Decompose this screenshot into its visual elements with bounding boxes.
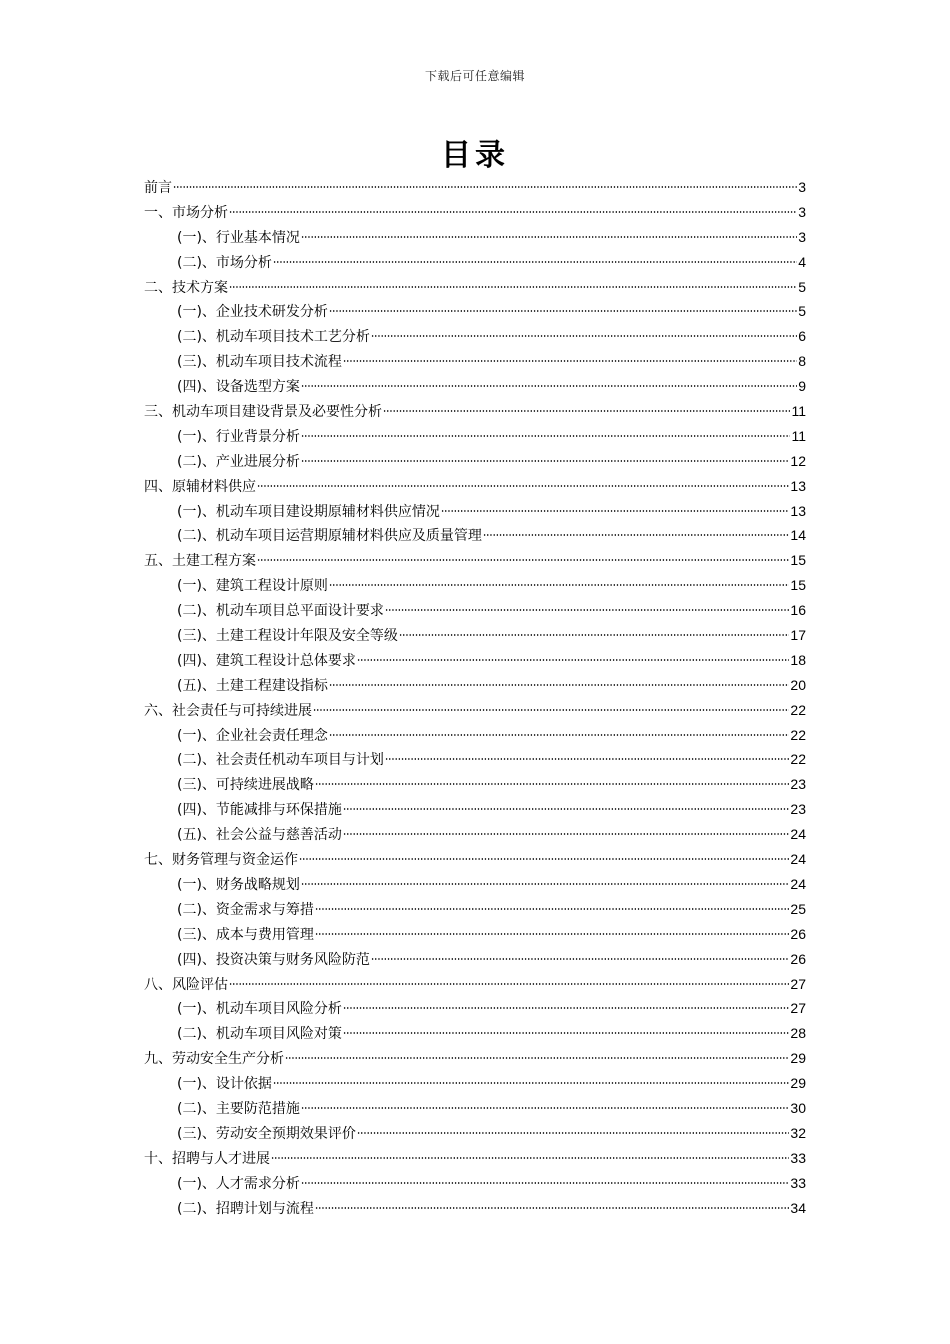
toc-entry[interactable] — [144, 299, 806, 324]
toc-entry[interactable] — [144, 922, 806, 947]
dot-leader — [273, 1082, 789, 1084]
dot-leader — [273, 261, 797, 263]
toc-entry[interactable] — [144, 772, 806, 797]
toc-entry-label: 四、原辅材料供应 — [144, 478, 256, 495]
toc-entry-page-number: 29 — [790, 1050, 806, 1067]
toc-entry[interactable] — [144, 200, 806, 225]
toc-entry-page-number: 8 — [798, 353, 806, 370]
toc-entry-label: (一)、企业技术研发分析 — [177, 304, 328, 321]
dot-leader — [315, 933, 789, 935]
toc-entry[interactable] — [144, 996, 806, 1021]
toc-entry-page-number: 23 — [790, 801, 806, 818]
toc-entry-label: (二)、主要防范措施 — [177, 1100, 300, 1117]
toc-entry-label: (一)、机动车项目风险分析 — [177, 1001, 342, 1018]
toc-entry[interactable] — [144, 698, 806, 723]
toc-entry-page-number: 6 — [798, 328, 806, 345]
toc-entry-page-number: 5 — [798, 303, 806, 320]
dot-leader — [343, 1032, 789, 1034]
toc-entry[interactable] — [144, 250, 806, 275]
toc-entry-page-number: 5 — [798, 278, 806, 295]
toc-entry[interactable] — [144, 573, 806, 598]
toc-entry[interactable] — [144, 225, 806, 250]
toc-entry[interactable] — [144, 822, 806, 847]
dot-leader — [301, 460, 789, 462]
dot-leader — [371, 958, 789, 960]
dot-leader — [299, 858, 789, 860]
toc-entry[interactable] — [144, 648, 806, 673]
dot-leader — [257, 485, 789, 487]
toc-entry-page-number: 15 — [790, 552, 806, 569]
toc-entry-page-number: 12 — [790, 452, 806, 469]
dot-leader — [285, 1057, 789, 1059]
toc-entry-page-number: 15 — [790, 577, 806, 594]
dot-leader — [399, 634, 789, 636]
toc-entry-page-number: 11 — [791, 403, 806, 420]
toc-entry-label: (二)、招聘计划与流程 — [177, 1200, 314, 1217]
dot-leader — [357, 659, 789, 661]
toc-entry-page-number: 22 — [790, 701, 806, 718]
toc-entry-page-number: 3 — [798, 228, 806, 245]
toc-entry[interactable] — [144, 972, 806, 997]
toc-entry-label: 三、机动车项目建设背景及必要性分析 — [144, 404, 382, 421]
table-of-contents — [144, 175, 806, 1220]
toc-entry[interactable] — [144, 1196, 806, 1221]
toc-entry-label: (五)、土建工程建设指标 — [177, 677, 328, 694]
dot-leader — [301, 883, 789, 885]
dot-leader — [343, 808, 789, 810]
toc-entry-label: (三)、土建工程设计年限及安全等级 — [177, 628, 398, 645]
toc-entry-label: 七、财务管理与资金运作 — [144, 852, 298, 869]
dot-leader — [329, 584, 789, 586]
header-note: 下载后可任意编辑 — [424, 69, 525, 83]
toc-entry[interactable] — [144, 1121, 806, 1146]
toc-entry-page-number: 3 — [798, 203, 806, 220]
dot-leader — [257, 559, 789, 561]
dot-leader — [301, 435, 791, 437]
toc-entry-page-number: 24 — [790, 875, 806, 892]
dot-leader — [229, 983, 789, 985]
toc-entry-page-number: 22 — [790, 751, 806, 768]
toc-entry-label: (二)、机动车项目运营期原辅材料供应及质量管理 — [177, 528, 482, 545]
toc-entry-page-number: 11 — [791, 427, 806, 444]
toc-entry-page-number: 26 — [790, 950, 806, 967]
toc-entry-page-number: 33 — [790, 1174, 806, 1191]
toc-entry-label: (四)、建筑工程设计总体要求 — [177, 652, 356, 669]
toc-entry-page-number: 32 — [790, 1124, 806, 1141]
toc-entry-page-number: 33 — [790, 1149, 806, 1166]
toc-entry-label: (三)、可持续进展战略 — [177, 777, 314, 794]
toc-entry-page-number: 22 — [790, 726, 806, 743]
toc-entry[interactable] — [144, 872, 806, 897]
toc-entry-label: (三)、劳动安全预期效果评价 — [177, 1125, 356, 1142]
toc-entry[interactable] — [144, 175, 806, 200]
toc-entry[interactable] — [144, 623, 806, 648]
toc-entry-label: (四)、投资决策与财务风险防范 — [177, 951, 370, 968]
dot-leader — [329, 310, 797, 312]
toc-entry[interactable] — [144, 474, 806, 499]
toc-entry-label: (四)、设备选型方案 — [177, 379, 300, 396]
toc-entry-label: (一)、设计依据 — [177, 1076, 272, 1093]
dot-leader — [385, 609, 789, 611]
dot-leader — [383, 410, 790, 412]
toc-entry-label: (一)、企业社会责任理念 — [177, 727, 328, 744]
dot-leader — [343, 833, 789, 835]
toc-entry-label: (二)、机动车项目总平面设计要求 — [177, 603, 384, 620]
toc-entry[interactable] — [144, 1146, 806, 1171]
toc-entry[interactable] — [144, 349, 806, 374]
dot-leader — [343, 1007, 789, 1009]
toc-entry-label: (一)、财务战略规划 — [177, 876, 300, 893]
dot-leader — [271, 1157, 789, 1159]
toc-entry-page-number: 30 — [790, 1099, 806, 1116]
toc-entry[interactable] — [144, 548, 806, 573]
toc-entry[interactable] — [144, 723, 806, 748]
toc-entry-label: (一)、行业基本情况 — [177, 229, 300, 246]
dot-leader — [301, 236, 797, 238]
toc-entry-page-number: 29 — [790, 1075, 806, 1092]
toc-entry[interactable] — [144, 275, 806, 300]
toc-entry[interactable] — [144, 747, 806, 772]
toc-entry-page-number: 3 — [798, 179, 806, 195]
toc-entry-label: 五、土建工程方案 — [144, 553, 256, 570]
toc-entry-page-number: 18 — [790, 651, 806, 668]
dot-leader — [301, 1182, 789, 1184]
toc-entry-page-number: 24 — [790, 826, 806, 843]
toc-entry-label: (二)、产业进展分析 — [177, 453, 300, 470]
toc-entry-label: 九、劳动安全生产分析 — [144, 1051, 284, 1068]
toc-entry-label: 六、社会责任与可持续进展 — [144, 702, 312, 719]
toc-entry-label: 八、风险评估 — [144, 976, 228, 993]
toc-entry[interactable] — [144, 399, 806, 424]
toc-entry-label: 一、市场分析 — [144, 204, 228, 221]
toc-entry-page-number: 28 — [790, 1025, 806, 1042]
dot-leader — [343, 360, 797, 362]
dot-leader — [441, 510, 789, 512]
toc-entry[interactable] — [144, 847, 806, 872]
toc-entry-label: 十、招聘与人才进展 — [144, 1150, 270, 1167]
toc-entry-page-number: 23 — [790, 776, 806, 793]
dot-leader — [301, 385, 797, 387]
dot-leader — [385, 758, 789, 760]
toc-entry[interactable] — [144, 1171, 806, 1196]
toc-entry[interactable] — [144, 374, 806, 399]
toc-entry-page-number: 4 — [798, 253, 806, 270]
toc-entry-label: (五)、社会公益与慈善活动 — [177, 827, 342, 844]
toc-entry-label: (一)、机动车项目建设期原辅材料供应情况 — [177, 503, 440, 520]
dot-leader — [329, 684, 789, 686]
dot-leader — [315, 783, 789, 785]
toc-entry-page-number: 9 — [798, 378, 806, 395]
toc-entry-page-number: 27 — [790, 975, 806, 992]
dot-leader — [173, 186, 797, 188]
toc-entry-page-number: 26 — [790, 925, 806, 942]
toc-entry[interactable] — [144, 424, 806, 449]
dot-leader — [315, 1207, 789, 1209]
toc-entry-page-number: 14 — [790, 527, 806, 544]
toc-entry-page-number: 13 — [790, 477, 806, 494]
toc-entry[interactable] — [144, 797, 806, 822]
dot-leader — [315, 908, 789, 910]
dot-leader — [357, 1132, 789, 1134]
toc-entry[interactable] — [144, 1046, 806, 1071]
toc-entry-label: (四)、节能减排与环保措施 — [177, 802, 342, 819]
toc-entry[interactable] — [144, 1021, 806, 1046]
dot-leader — [229, 211, 797, 213]
toc-entry-label: (三)、机动车项目技术流程 — [177, 354, 342, 371]
toc-entry-label: (三)、成本与费用管理 — [177, 926, 314, 943]
toc-entry-page-number: 27 — [790, 1000, 806, 1017]
toc-entry-label: 前言 — [144, 180, 172, 196]
toc-entry-page-number: 13 — [790, 502, 806, 519]
dot-leader — [229, 286, 797, 288]
toc-entry[interactable] — [144, 449, 806, 474]
toc-entry-page-number: 17 — [790, 627, 806, 644]
toc-entry-label: (一)、建筑工程设计原则 — [177, 578, 328, 595]
toc-entry[interactable] — [144, 523, 806, 548]
toc-entry[interactable] — [144, 673, 806, 698]
dot-leader — [371, 335, 797, 337]
toc-entry-page-number: 16 — [790, 602, 806, 619]
toc-entry[interactable] — [144, 499, 806, 524]
toc-entry-label: 二、技术方案 — [144, 279, 228, 296]
toc-entry[interactable] — [144, 947, 806, 972]
toc-entry-label: (二)、市场分析 — [177, 254, 272, 271]
toc-entry-page-number: 24 — [790, 851, 806, 868]
dot-leader — [483, 534, 789, 536]
dot-leader — [301, 1107, 789, 1109]
dot-leader — [329, 734, 789, 736]
toc-entry-label: (二)、资金需求与筹措 — [177, 901, 314, 918]
dot-leader — [313, 709, 789, 711]
toc-entry-label: (二)、机动车项目技术工艺分析 — [177, 329, 370, 346]
toc-entry-label: (二)、社会责任机动车项目与计划 — [177, 752, 384, 769]
toc-entry-label: (一)、行业背景分析 — [177, 428, 300, 445]
toc-entry-page-number: 25 — [790, 900, 806, 917]
toc-entry-label: (一)、人才需求分析 — [177, 1175, 300, 1192]
toc-entry[interactable] — [144, 897, 806, 922]
toc-entry-page-number: 34 — [790, 1199, 806, 1216]
toc-entry-page-number: 20 — [790, 676, 806, 693]
toc-entry[interactable] — [144, 324, 806, 349]
toc-entry[interactable] — [144, 1071, 806, 1096]
toc-entry-label: (二)、机动车项目风险对策 — [177, 1026, 342, 1043]
toc-title: 目录 — [441, 138, 509, 173]
toc-entry[interactable] — [144, 1096, 806, 1121]
toc-entry[interactable] — [144, 598, 806, 623]
